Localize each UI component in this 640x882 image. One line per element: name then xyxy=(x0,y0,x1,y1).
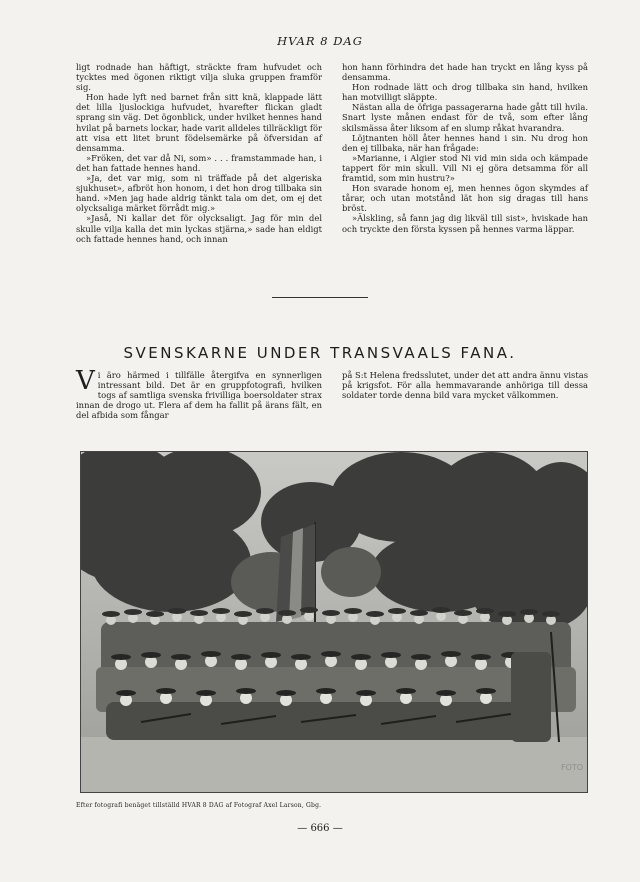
story-paragraph: Löjtnanten höll åter hennes hand i sin. Nu drog hon den ej tillbaka, när han frågade: xyxy=(342,132,588,153)
photo-credit: Efter fotografi benäget tillställd HVAR 8 DAG af Fotograf Axel Larson, Gbg. xyxy=(76,802,322,809)
intro-paragraph-left xyxy=(76,366,322,421)
story-paragraph: »Marianne, i Algier stod Ni vid min sida och kämpade tappert för min skull. Vill Ni ej göra detsamma för all framtid, som min hustru?» xyxy=(342,152,588,184)
story-paragraph: hon hann förhindra det hade han tryckt en lång kyss på densamma. xyxy=(342,62,588,83)
story-paragraph: »Älskling, så fann jag dig likväl till sist», hviskade han och tryckte den första kyssen på hennes varma läppar. xyxy=(342,213,588,234)
drop-cap: V xyxy=(76,366,95,396)
story-paragraph: ligt rodnade han häftigt, sträckte fram hufvudet och tycktes med ögonen riktigt vilja sluka gruppen framför sig. xyxy=(76,62,322,93)
intro-text-right: på S:t Helena fredsslutet, under det att andra ännu vistas på krigsfot. För alla hemmavarande anhöriga till dessa soldater torde denna bild vara mycket välkommen. xyxy=(342,370,588,401)
page-number: — 666 — xyxy=(297,823,343,834)
story-paragraph: »Ja, det var mig, som ni träffade på det algeriska sjukhuset», afbröt hon honom, i det hon drog tillbaka sin hand. »Men jag hade aldrig tänkt tala om det, om ej det olycksaliga märket förrådt mig.» xyxy=(76,173,322,214)
soldiers-group xyxy=(96,607,576,742)
intro-column-left xyxy=(76,366,322,421)
photo-corner-mark: FOTO xyxy=(561,763,584,772)
story-paragraph: Hon svarade honom ej, men hennes ögon skymdes af tårar, och utan motstånd lät hon sig dragas till hans bröst. xyxy=(342,183,588,214)
group-photograph xyxy=(80,451,588,793)
story-paragraph: Hon hade lyft ned barnet från sitt knä, klappade lätt det lilla ljuslockiga hufvudet, hvarefter flickan gladt sprang sin väg. Det ögonblick, under hvilket hennes hand hvilat på barnets lockar, hade varit alldeles tillräckligt för att visa ett litet brunt födelsemärke på öfversidan af densamma. xyxy=(76,92,322,153)
photo-illustration xyxy=(81,452,587,792)
story-paragraph: Nästan alla de öfriga passagerarna hade gått till hvila. Snart lyste månen endast för de två, som efter lång skilsmässa åter liksom af en slump råkat hvarandra. xyxy=(342,102,588,133)
story-paragraph: »Fröken, det var då Ni, som» . . . framstammade han, i det han fattade hennes hand. xyxy=(76,152,322,173)
section-divider xyxy=(272,297,368,298)
story-column-left xyxy=(76,62,322,244)
intro-text-left: i äro härmed i tillfälle återgifva en synnerligen intressant bild. Det är en gruppfotografi, hvilken togs af samtliga svenska frivilliga boersoldater strax innan de drogo ut. Flera af dem ha fallit på ärans fält, en del afbida som fångar xyxy=(76,370,322,421)
article-title: SVENSKARNE UNDER TRANSVAALS FANA. xyxy=(123,344,517,362)
story-column-right xyxy=(342,62,588,234)
story-paragraph: Hon rodnade lätt och drog tillbaka sin hand, hvilken han motvilligt släppte. xyxy=(342,82,588,103)
intro-column-right xyxy=(342,370,588,400)
magazine-header: HVAR 8 DAG xyxy=(277,34,363,48)
story-paragraph: »Jaså, Ni kallar det för olycksaligt. Jag för min del skulle vilja kalla det min lyckas stjärna,» sade han eldigt och fattade hennes hand, och innan xyxy=(76,213,322,244)
